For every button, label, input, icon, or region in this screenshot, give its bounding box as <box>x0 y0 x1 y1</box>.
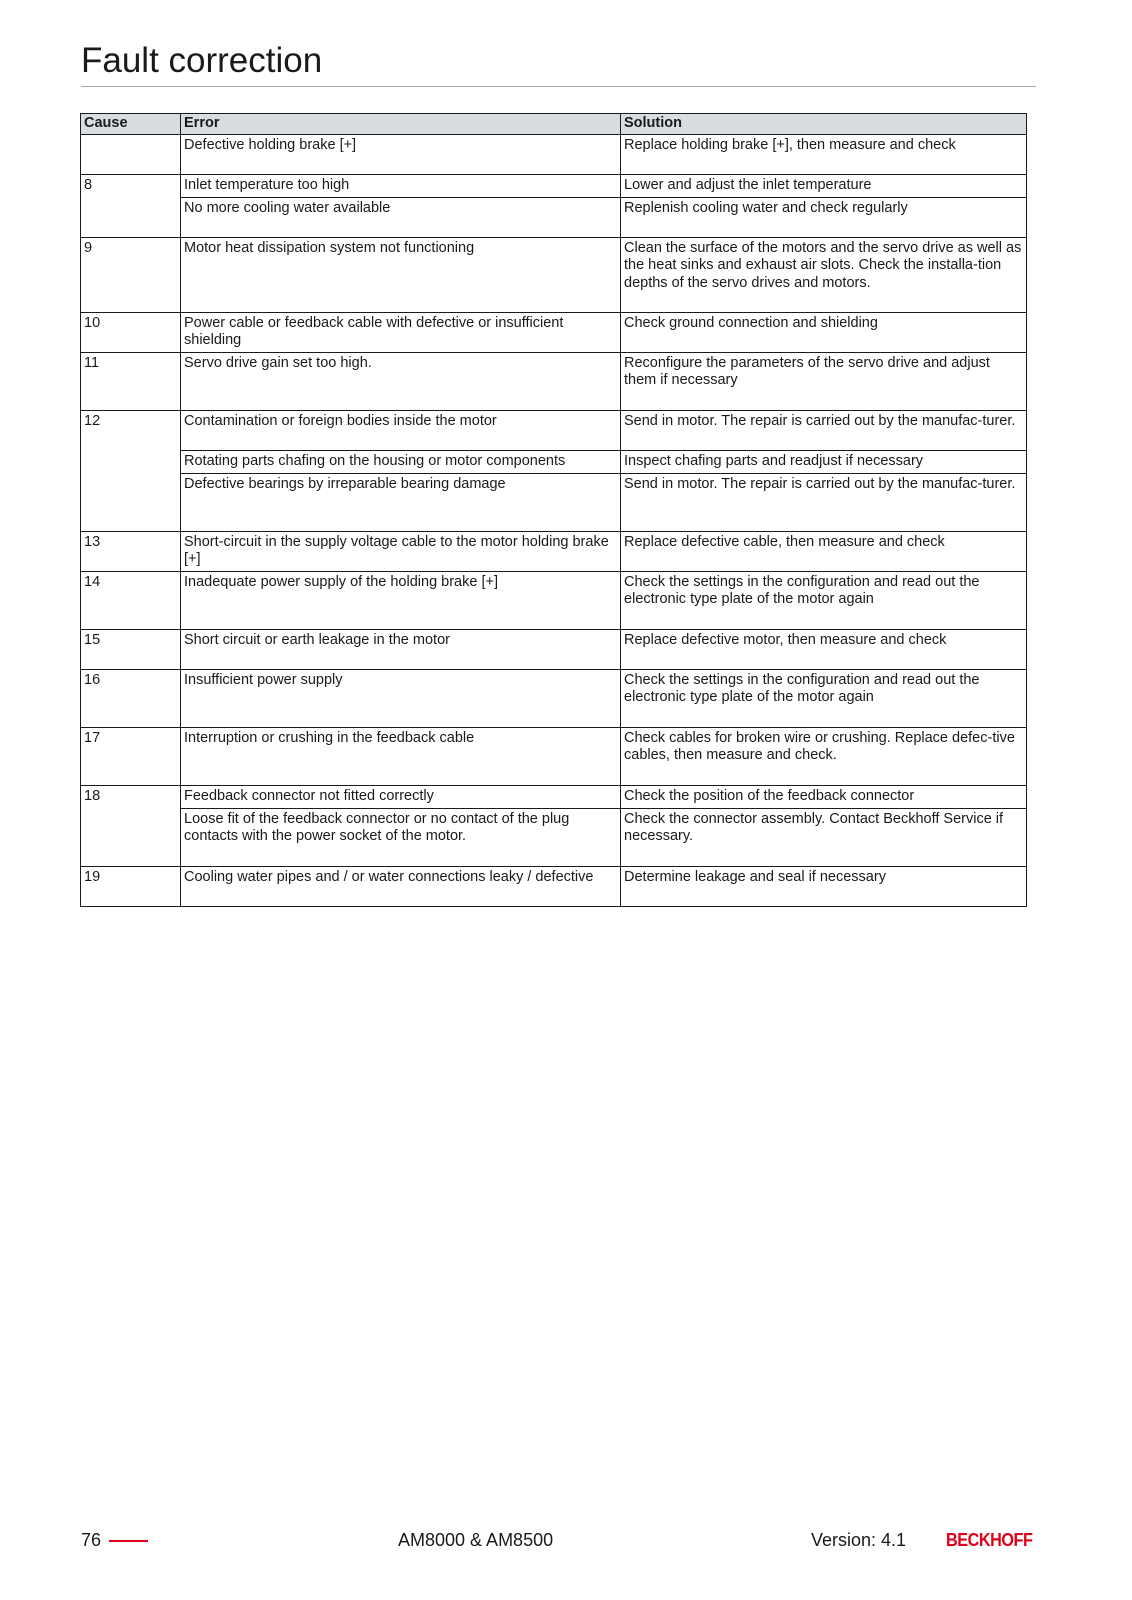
cause-cell: 9 <box>81 237 181 312</box>
solution-cell: Clean the surface of the motors and the servo drive as well as the heat sinks and exhaust air slots. Check the installa-tion depths of the servo drives and motors. <box>621 237 1027 312</box>
solution-cell: Check ground connection and shielding <box>621 312 1027 352</box>
solution-cell: Check the position of the feedback connector <box>621 785 1027 808</box>
error-cell: Power cable or feedback cable with defective or insufficient shielding <box>181 312 621 352</box>
table-row <box>81 450 1027 473</box>
cause-cell: 18 <box>81 785 181 866</box>
cause-cell: 16 <box>81 669 181 727</box>
solution-cell: Inspect chafing parts and readjust if necessary <box>621 450 1027 473</box>
solution-cell: Lower and adjust the inlet temperature <box>621 174 1027 197</box>
table-row <box>81 531 1027 571</box>
error-cell: Short-circuit in the supply voltage cable to the motor holding brake [+] <box>181 531 621 571</box>
cause-cell: 10 <box>81 312 181 352</box>
solution-cell: Replenish cooling water and check regularly <box>621 197 1027 237</box>
error-cell: Short circuit or earth leakage in the motor <box>181 629 621 669</box>
table-row <box>81 669 1027 727</box>
cause-cell: 8 <box>81 174 181 237</box>
table-row <box>81 785 1027 808</box>
error-cell: Inlet temperature too high <box>181 174 621 197</box>
error-cell: Servo drive gain set too high. <box>181 352 621 410</box>
solution-cell: Replace defective cable, then measure and check <box>621 531 1027 571</box>
error-cell: Contamination or foreign bodies inside the motor <box>181 410 621 450</box>
solution-cell: Reconfigure the parameters of the servo drive and adjust them if necessary <box>621 352 1027 410</box>
cause-cell: 11 <box>81 352 181 410</box>
solution-cell: Send in motor. The repair is carried out by the manufac-turer. <box>621 473 1027 531</box>
error-cell: Defective bearings by irreparable bearing damage <box>181 473 621 531</box>
table-row <box>81 629 1027 669</box>
error-cell: Feedback connector not fitted correctly <box>181 785 621 808</box>
table-row <box>81 237 1027 312</box>
table-row <box>81 571 1027 629</box>
error-cell: Rotating parts chafing on the housing or motor components <box>181 450 621 473</box>
title-divider <box>81 86 1036 87</box>
table-row <box>81 134 1027 174</box>
table-row <box>81 808 1027 866</box>
solution-cell: Replace defective motor, then measure and check <box>621 629 1027 669</box>
footer-accent-line <box>109 1540 148 1542</box>
table-row <box>81 473 1027 531</box>
error-cell: Cooling water pipes and / or water connections leaky / defective <box>181 866 621 906</box>
header-cause: Cause <box>81 114 181 135</box>
page-number: 76 <box>81 1530 102 1550</box>
table-row <box>81 410 1027 450</box>
cause-cell: 14 <box>81 571 181 629</box>
beckhoff-logo: BECKHOFF <box>946 1530 1033 1550</box>
cause-cell <box>81 134 181 174</box>
cause-cell: 13 <box>81 531 181 571</box>
error-cell: Insufficient power supply <box>181 669 621 727</box>
cause-cell: 12 <box>81 410 181 531</box>
solution-cell: Replace holding brake [+], then measure and check <box>621 134 1027 174</box>
cause-cell: 15 <box>81 629 181 669</box>
solution-cell: Send in motor. The repair is carried out by the manufac-turer. <box>621 410 1027 450</box>
fault-table <box>80 113 1027 907</box>
table-header-row <box>81 114 1027 135</box>
table-row <box>81 352 1027 410</box>
solution-cell: Check the connector assembly. Contact Beckhoff Service if necessary. <box>621 808 1027 866</box>
solution-cell: Check the settings in the configuration and read out the electronic type plate of the motor again <box>621 669 1027 727</box>
error-cell: Interruption or crushing in the feedback cable <box>181 727 621 785</box>
cause-cell: 17 <box>81 727 181 785</box>
table-row <box>81 174 1027 197</box>
error-cell: Motor heat dissipation system not functioning <box>181 237 621 312</box>
solution-cell: Determine leakage and seal if necessary <box>621 866 1027 906</box>
table-row <box>81 197 1027 237</box>
header-solution: Solution <box>621 114 1027 135</box>
error-cell: Loose fit of the feedback connector or no contact of the plug contacts with the power socket of the motor. <box>181 808 621 866</box>
error-cell: No more cooling water available <box>181 197 621 237</box>
table-row <box>81 727 1027 785</box>
header-error: Error <box>181 114 621 135</box>
solution-cell: Check cables for broken wire or crushing. Replace defec-tive cables, then measure and check. <box>621 727 1027 785</box>
page-title: Fault correction <box>81 41 323 80</box>
solution-cell: Check the settings in the configuration and read out the electronic type plate of the motor again <box>621 571 1027 629</box>
cause-cell: 19 <box>81 866 181 906</box>
table-row <box>81 866 1027 906</box>
document-name: AM8000 & AM8500 <box>398 1530 554 1550</box>
error-cell: Inadequate power supply of the holding brake [+] <box>181 571 621 629</box>
table-row <box>81 312 1027 352</box>
error-cell: Defective holding brake [+] <box>181 134 621 174</box>
version-label: Version: 4.1 <box>811 1530 907 1550</box>
